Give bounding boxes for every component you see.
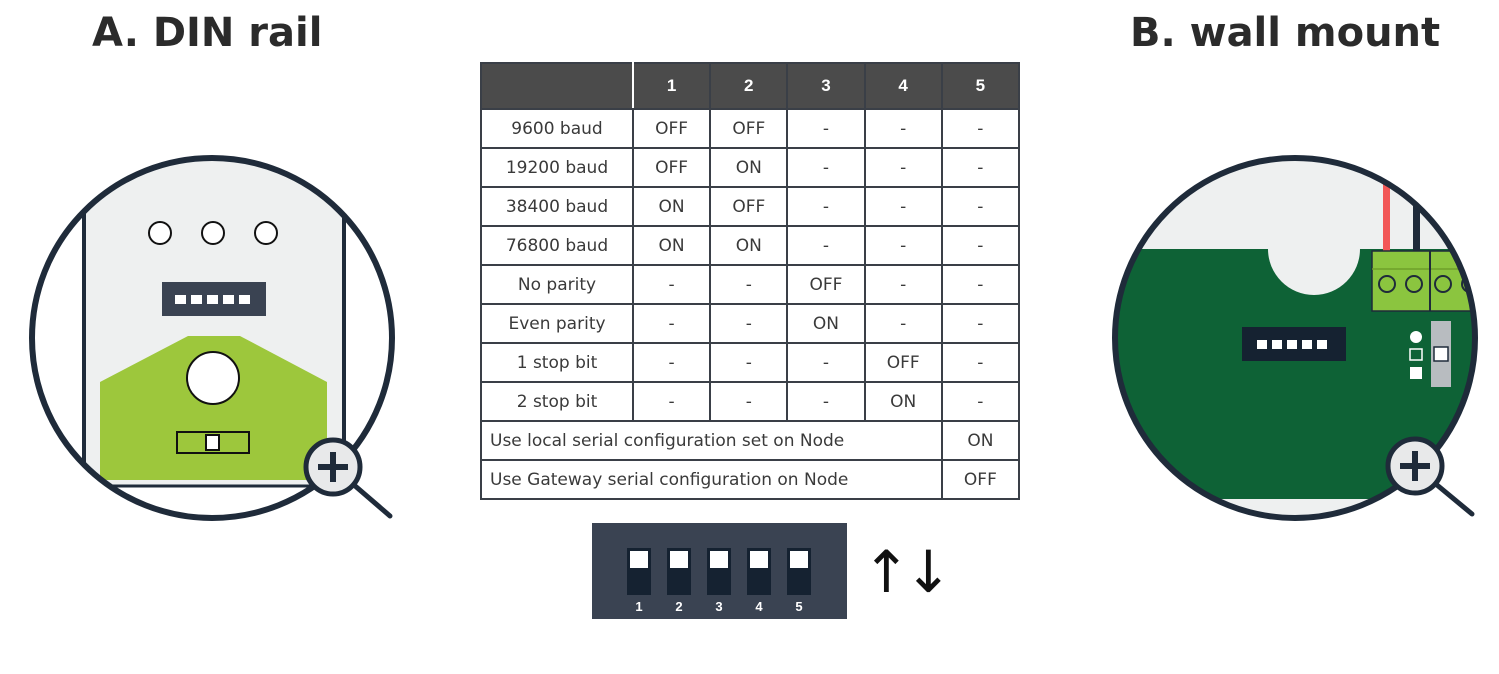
- table-cell: OFF: [633, 109, 710, 148]
- table-cell: -: [865, 148, 942, 187]
- table-cell: ON: [633, 226, 710, 265]
- title-din-rail: A. DIN rail: [92, 10, 323, 56]
- black-wire: [1413, 182, 1420, 254]
- dip-label-5: 5: [795, 599, 803, 614]
- table-cell: OFF: [710, 187, 787, 226]
- table-cell: -: [942, 109, 1019, 148]
- table-cell: -: [942, 226, 1019, 265]
- dip-label-1: 1: [635, 599, 643, 614]
- din-rail-detail: [20, 150, 420, 550]
- zoom-in-magnifier-icon: [1388, 439, 1472, 514]
- row-label: Use local serial configuration set on Node: [481, 421, 942, 460]
- red-wire: [1383, 182, 1390, 254]
- table-cell: OFF: [865, 343, 942, 382]
- header-cell: [481, 63, 633, 109]
- table-cell: -: [942, 148, 1019, 187]
- arrow-down-icon: ↓: [904, 538, 953, 606]
- table-cell: -: [942, 187, 1019, 226]
- pcb-led: [1410, 331, 1422, 343]
- table-cell: -: [942, 382, 1019, 421]
- table-cell: -: [633, 304, 710, 343]
- row-label: No parity: [481, 265, 633, 304]
- row-label: 76800 baud: [481, 226, 633, 265]
- table-cell: -: [710, 343, 787, 382]
- header-cell: 4: [865, 63, 942, 109]
- table-row: [481, 304, 1019, 343]
- table-cell: -: [787, 187, 864, 226]
- dip-label-3: 3: [715, 599, 723, 614]
- dip-switch-1: [627, 548, 651, 595]
- row-label: 9600 baud: [481, 109, 633, 148]
- table-cell: ON: [710, 148, 787, 187]
- led-2: [202, 222, 224, 244]
- table-row: [481, 343, 1019, 382]
- table-cell: -: [633, 382, 710, 421]
- table-cell: -: [865, 304, 942, 343]
- table-cell: -: [865, 187, 942, 226]
- row-label: Use Gateway serial configuration on Node: [481, 460, 942, 499]
- led-3: [255, 222, 277, 244]
- led-1: [149, 222, 171, 244]
- table-cell: -: [787, 226, 864, 265]
- pcb-mounting-hole: [1268, 203, 1360, 295]
- table-cell: -: [865, 226, 942, 265]
- arrow-up-icon: ↑: [862, 538, 911, 606]
- header-cell: 5: [942, 63, 1019, 109]
- dip-switch-2: [667, 548, 691, 595]
- table-row: [481, 148, 1019, 187]
- table-row: [481, 265, 1019, 304]
- table-cell: -: [710, 382, 787, 421]
- din-knob: [187, 352, 239, 404]
- table-cell: -: [710, 304, 787, 343]
- dip-switch-illustration: [592, 523, 847, 619]
- table-cell: OFF: [787, 265, 864, 304]
- row-label: 1 stop bit: [481, 343, 633, 382]
- table-cell: -: [942, 265, 1019, 304]
- table-cell: OFF: [710, 109, 787, 148]
- table-cell: -: [633, 265, 710, 304]
- row-label: Even parity: [481, 304, 633, 343]
- table-cell: OFF: [633, 148, 710, 187]
- wall-mount-detail: [1105, 150, 1495, 550]
- dip-label-4: 4: [755, 599, 763, 614]
- dip-switch-5: [787, 548, 811, 595]
- header-cell: 2: [710, 63, 787, 109]
- table-cell: ON: [633, 187, 710, 226]
- table-cell: ON: [942, 421, 1019, 460]
- dip-label-2: 2: [675, 599, 683, 614]
- table-cell: ON: [865, 382, 942, 421]
- table-row: [481, 382, 1019, 421]
- table-cell: -: [787, 148, 864, 187]
- table-header-row: [481, 63, 1019, 109]
- table-cell: -: [787, 109, 864, 148]
- table-cell: -: [942, 343, 1019, 382]
- table-row-gateway-config: [481, 460, 1019, 499]
- table-cell: ON: [787, 304, 864, 343]
- table-cell: -: [787, 343, 864, 382]
- dip-switch-config-table: [480, 62, 1020, 500]
- row-label: 19200 baud: [481, 148, 633, 187]
- table-row: [481, 109, 1019, 148]
- row-label: 38400 baud: [481, 187, 633, 226]
- table-cell: ON: [710, 226, 787, 265]
- table-cell: -: [865, 265, 942, 304]
- table-row: [481, 187, 1019, 226]
- dip-switch-4: [747, 548, 771, 595]
- table-cell: -: [865, 109, 942, 148]
- zoom-in-magnifier-icon: [306, 440, 390, 516]
- dip-switch-3: [707, 548, 731, 595]
- row-label: 2 stop bit: [481, 382, 633, 421]
- table-cell: OFF: [942, 460, 1019, 499]
- table-row: [481, 226, 1019, 265]
- table-row-local-config: [481, 421, 1019, 460]
- table-cell: -: [710, 265, 787, 304]
- header-cell: 1: [633, 63, 710, 109]
- table-cell: -: [787, 382, 864, 421]
- header-cell: 3: [787, 63, 864, 109]
- table-cell: -: [633, 343, 710, 382]
- table-cell: -: [942, 304, 1019, 343]
- title-wall-mount: B. wall mount: [1130, 10, 1441, 56]
